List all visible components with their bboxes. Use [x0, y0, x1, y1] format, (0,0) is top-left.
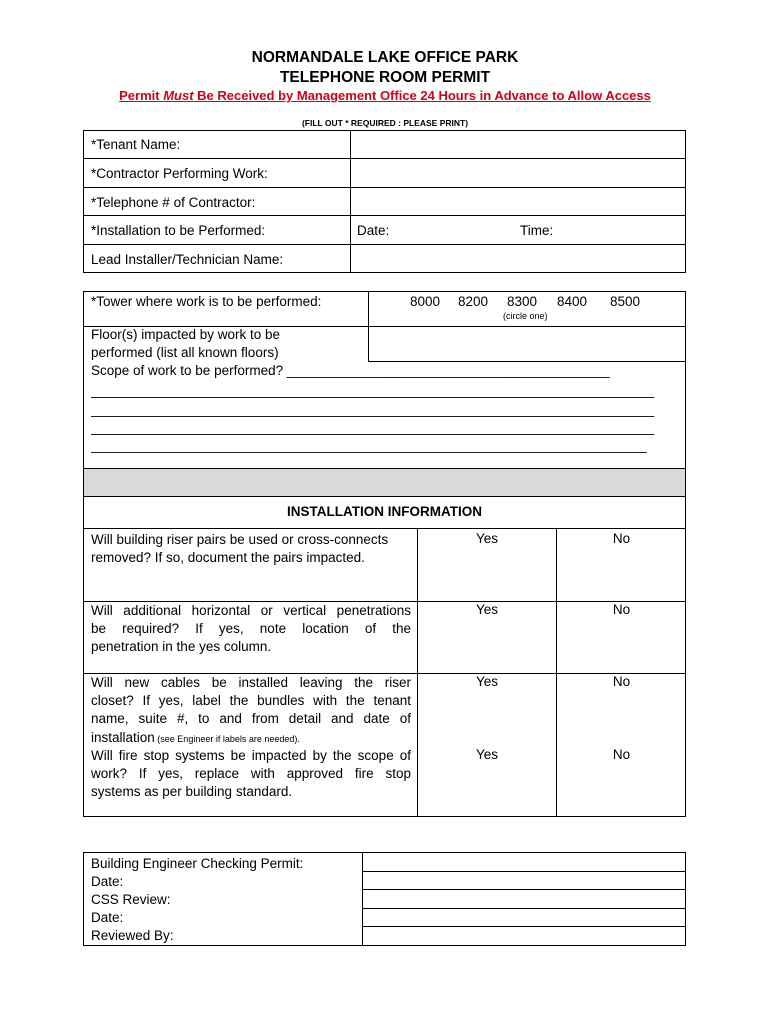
scope-line-1[interactable]: ___________________________________________________________________________: [91, 383, 655, 398]
fillout-instruction: (FILL OUT * REQUIRED : PLEASE PRINT): [301, 118, 469, 128]
css-date-field[interactable]: [363, 909, 685, 926]
floors-field[interactable]: [369, 327, 685, 361]
question-text-line: Will building riser pairs be used or cross-connects: [91, 532, 389, 547]
question-text-line: work? If yes, replace with approved fire stop: [91, 766, 411, 782]
divider: [83, 528, 686, 529]
engineer-labels-note: (see Engineer if labels are needed).: [154, 733, 300, 744]
engineer-check-field[interactable]: [363, 853, 685, 871]
scope-label: Scope of work to be performed?: [91, 363, 287, 378]
scope-of-work-line[interactable]: [91, 363, 681, 378]
time-field[interactable]: [560, 216, 685, 244]
tenant-name-label: *Tenant Name:: [91, 137, 181, 152]
scope-line-4[interactable]: __________________________________________________________________________: [91, 438, 647, 453]
question-text-line: systems as per building standard.: [91, 784, 293, 800]
reviewed-by-label: Reviewed By:: [91, 928, 174, 943]
question-text-line: name, suite #, to and from detail and date of: [91, 711, 411, 727]
form-title-line1: NORMANDALE LAKE OFFICE PARK: [251, 49, 519, 66]
installation-section-title: INSTALLATION INFORMATION: [287, 504, 482, 519]
question-text-line: installation: [91, 729, 155, 745]
telephone-label: *Telephone # of Contractor:: [91, 195, 256, 210]
shaded-spacer-row: [84, 469, 685, 496]
lead-installer-field[interactable]: [351, 245, 685, 272]
css-review-field[interactable]: [363, 890, 685, 908]
time-label: Time:: [520, 223, 554, 238]
css-date-label: Date:: [91, 910, 124, 925]
engineer-date-label: Date:: [91, 874, 124, 889]
scope-line-3[interactable]: ___________________________________________________________________________: [91, 420, 655, 435]
date-label: Date:: [357, 223, 390, 238]
contractor-field[interactable]: [351, 159, 685, 187]
question-text-line: Will fire stop systems be impacted by the scope of: [91, 748, 411, 763]
fire-stop-yes[interactable]: Yes: [475, 747, 499, 762]
question-text-line: Will new cables be installed leaving the riser: [91, 675, 411, 690]
new-cables-yes[interactable]: Yes: [475, 674, 499, 689]
fire-stop-no[interactable]: No: [612, 747, 631, 762]
question-penetrations: [91, 602, 411, 657]
reviewed-by-field[interactable]: [363, 927, 685, 945]
form-title-line2: TELEPHONE ROOM PERMIT: [279, 69, 491, 86]
scope-line-2[interactable]: ___________________________________________________________________________: [91, 402, 655, 417]
css-review-label: CSS Review:: [91, 892, 171, 907]
question-text-line: removed? If so, document the pairs impacted.: [91, 550, 365, 566]
date-field[interactable]: [395, 216, 515, 244]
question-fire-stop: [91, 747, 411, 802]
tower-option-8200[interactable]: 8200: [458, 294, 489, 309]
question-riser-pairs: [91, 531, 411, 567]
floors-label-line2: performed (list all known floors): [91, 345, 279, 360]
riser-pairs-yes[interactable]: Yes: [475, 531, 499, 546]
question-text-line: Will additional horizontal or vertical penetrations: [91, 603, 411, 618]
permit-notice: [0, 88, 770, 103]
question-text-line: closet? If yes, label the bundles with the tenant: [91, 693, 411, 709]
riser-pairs-no[interactable]: No: [612, 531, 631, 546]
tower-option-8400[interactable]: 8400: [557, 294, 588, 309]
tower-option-8000[interactable]: 8000: [410, 294, 441, 309]
tower-option-8300[interactable]: 8300: [507, 294, 538, 309]
question-text-line: penetration in the yes column.: [91, 639, 272, 655]
engineer-check-label: Building Engineer Checking Permit:: [91, 856, 304, 871]
scope-blank[interactable]: ___________________________________________: [286, 363, 610, 378]
telephone-field[interactable]: [351, 188, 685, 215]
floors-label-line1: Floor(s) impacted by work to be: [91, 327, 281, 342]
divider: [368, 361, 686, 362]
notice-emphasis: Must: [163, 88, 194, 103]
penetrations-no[interactable]: No: [612, 602, 631, 617]
notice-post: Be Received by Management Office 24 Hours in Advance to Allow Access: [193, 88, 651, 103]
installation-label: *Installation to be Performed:: [91, 223, 266, 238]
tower-option-8500[interactable]: 8500: [610, 294, 641, 309]
tower-label: *Tower where work is to be performed:: [91, 294, 322, 309]
question-new-cables: [91, 674, 411, 748]
circle-one-note: (circle one): [503, 311, 548, 321]
penetrations-yes[interactable]: Yes: [475, 602, 499, 617]
new-cables-no[interactable]: No: [612, 674, 631, 689]
tenant-name-field[interactable]: [351, 131, 685, 158]
lead-installer-label: Lead Installer/Technician Name:: [91, 252, 284, 267]
engineer-date-field[interactable]: [363, 872, 685, 889]
contractor-label: *Contractor Performing Work:: [91, 166, 268, 181]
notice-pre: Permit: [119, 88, 164, 103]
question-text-line: be required? If yes, note location of the: [91, 621, 411, 637]
